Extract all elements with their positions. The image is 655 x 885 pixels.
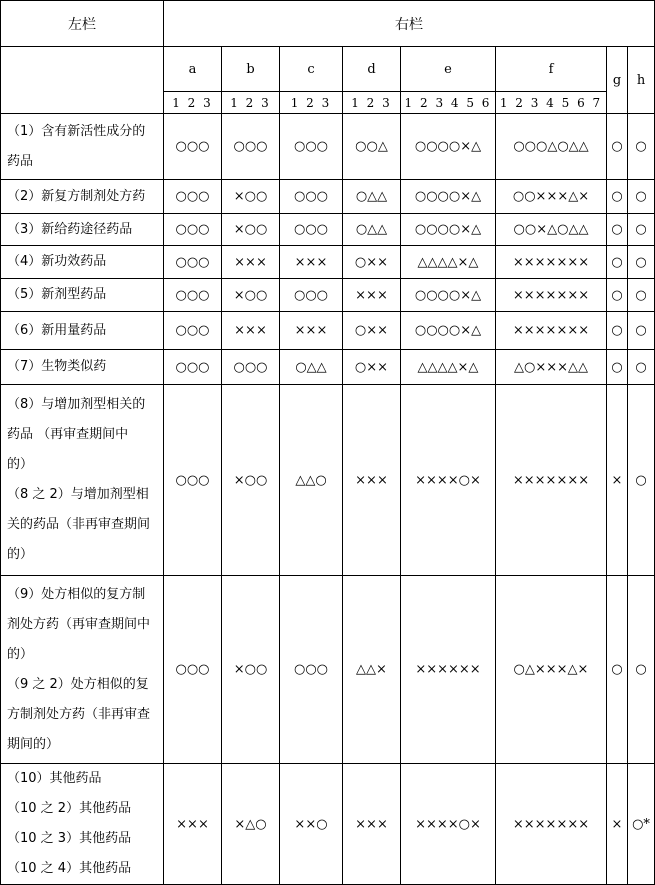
cell-c: ××× [280, 246, 343, 279]
cell-e: ××××○× [401, 764, 496, 885]
cell-h: ○ [628, 312, 655, 350]
cell-g: × [607, 385, 628, 576]
cell-h: ○ [628, 214, 655, 246]
cell-e: ○○○○×△ [401, 114, 496, 180]
row-label-line: （10）其他药品 [7, 771, 102, 786]
cell-c: ○○○ [280, 279, 343, 312]
column-head-e: e [401, 47, 496, 92]
row-label-line: （10 之 2）其他药品 [7, 801, 132, 816]
cell-g: ○ [607, 279, 628, 312]
cell-d: ○×× [343, 246, 401, 279]
cell-a: ○○○ [164, 114, 222, 180]
row-label [1, 764, 164, 885]
column-sub-b: 1 2 3 [222, 92, 280, 114]
cell-b: ×○○ [222, 385, 280, 576]
row-label [1, 312, 164, 350]
cell-c: ○○○ [280, 180, 343, 214]
row-label [1, 214, 164, 246]
cell-g: ○ [607, 214, 628, 246]
cell-f: ○○×××△× [496, 180, 607, 214]
column-head-a: a [164, 47, 222, 92]
row-label [1, 180, 164, 214]
cell-a: ○○○ [164, 279, 222, 312]
cell-a: ○○○ [164, 312, 222, 350]
column-head-b: b [222, 47, 280, 92]
cell-f: ○△×××△× [496, 576, 607, 764]
table-row [1, 764, 655, 885]
right-column-title: 右栏 [164, 1, 655, 47]
row-label-line: （10 之 3）其他药品 [7, 831, 132, 846]
row-label-line: （8）与增加剂型相关的 [7, 397, 146, 412]
cell-g: ○ [607, 246, 628, 279]
cell-a: ○○○ [164, 350, 222, 385]
column-sub-e: 1 2 3 4 5 6 [401, 92, 496, 114]
table-row [1, 214, 655, 246]
left-column-title: 左栏 [1, 1, 164, 47]
row-label-line: 的） [7, 457, 34, 472]
table-row [1, 385, 655, 576]
cell-d: ××× [343, 764, 401, 885]
cell-d: ○×× [343, 350, 401, 385]
row-label-line: （4）新功效药品 [7, 254, 107, 269]
cell-c: ××× [280, 312, 343, 350]
cell-g: × [607, 764, 628, 885]
row-label-line: （9 之 2）处方相似的复 [7, 676, 149, 692]
cell-g: ○ [607, 114, 628, 180]
cell-c: ××○ [280, 764, 343, 885]
table-row [1, 576, 655, 764]
cell-a: ○○○ [164, 180, 222, 214]
cell-h: ○ [628, 350, 655, 385]
row-label-line: （1）含有新活性成分的 [7, 123, 146, 139]
row-label-line: （6）新用量药品 [7, 322, 107, 338]
cell-b: ×△○ [222, 764, 280, 885]
cell-h: ○* [628, 764, 655, 885]
cell-e: ○○○○×△ [401, 180, 496, 214]
cell-h: ○ [628, 385, 655, 576]
cell-g: ○ [607, 180, 628, 214]
row-label-line: 药品 （再审查期间中 [7, 427, 129, 442]
column-sub-c: 1 2 3 [280, 92, 343, 114]
cell-c: ○○○ [280, 214, 343, 246]
cell-f: ××××××× [496, 246, 607, 279]
row-label-line: 药品 [7, 153, 34, 169]
cell-h: ○ [628, 279, 655, 312]
cell-e: △△△△×△ [401, 350, 496, 385]
cell-b: ○○○ [222, 350, 280, 385]
cell-h: ○ [628, 114, 655, 180]
cell-b: ×○○ [222, 214, 280, 246]
title-row [1, 1, 655, 47]
row-label [1, 576, 164, 764]
cell-e: ○○○○×△ [401, 312, 496, 350]
row-label-line: 剂处方药（再审查期间中 [7, 616, 151, 632]
cell-b: ××× [222, 312, 280, 350]
cell-d: △△× [343, 576, 401, 764]
cell-c: △△○ [280, 385, 343, 576]
row-label-line: （10 之 4）其他药品 [7, 861, 132, 876]
cell-h: ○ [628, 180, 655, 214]
header-blank-cell [1, 47, 164, 114]
cell-f: ××××××× [496, 279, 607, 312]
cell-d: ○×× [343, 312, 401, 350]
cell-h: ○ [628, 576, 655, 764]
cell-f: ○○×△○△△ [496, 214, 607, 246]
row-label-line: （3）新给药途径药品 [7, 221, 133, 237]
cell-f: ××××××× [496, 385, 607, 576]
table-row [1, 312, 655, 350]
cell-f: ××××××× [496, 764, 607, 885]
column-head-c: c [280, 47, 343, 92]
row-label-line: （8 之 2）与增加剂型相 [7, 487, 149, 502]
row-label-line: 期间的） [7, 736, 60, 752]
cell-f: ××××××× [496, 312, 607, 350]
cell-g: ○ [607, 350, 628, 385]
cell-a: ○○○ [164, 385, 222, 576]
cell-e: ×××××× [401, 576, 496, 764]
row-label-line: （2）新复方制剂处方药 [7, 188, 146, 204]
row-label [1, 350, 164, 385]
cell-b: ○○○ [222, 114, 280, 180]
cell-d: ××× [343, 385, 401, 576]
table-row [1, 279, 655, 312]
row-label-line: 方制剂处方药（非再审查 [7, 706, 151, 722]
cell-g: ○ [607, 576, 628, 764]
column-sub-a: 1 2 3 [164, 92, 222, 114]
cell-a: ××× [164, 764, 222, 885]
cell-g: ○ [607, 312, 628, 350]
column-sub-d: 1 2 3 [343, 92, 401, 114]
row-label-line: （9）处方相似的复方制 [7, 586, 146, 602]
row-label [1, 279, 164, 312]
row-label-line: 的） [7, 646, 34, 662]
cell-h: ○ [628, 246, 655, 279]
table-row [1, 114, 655, 180]
table-row [1, 246, 655, 279]
column-sub-f: 1 2 3 4 5 6 7 [496, 92, 607, 114]
cell-c: ○△△ [280, 350, 343, 385]
cell-a: ○○○ [164, 214, 222, 246]
cell-e: ○○○○×△ [401, 279, 496, 312]
cell-d: ○△△ [343, 180, 401, 214]
cell-d: ○○△ [343, 114, 401, 180]
cell-c: ○○○ [280, 576, 343, 764]
column-head-h: h [628, 47, 655, 114]
cell-b: ×○○ [222, 279, 280, 312]
row-label [1, 114, 164, 180]
column-head-d: d [343, 47, 401, 92]
row-label-line: 关的药品（非再审查期间 [7, 517, 151, 532]
cell-b: ×○○ [222, 576, 280, 764]
row-label [1, 385, 164, 576]
cell-f: △○×××△△ [496, 350, 607, 385]
cell-a: ○○○ [164, 576, 222, 764]
column-letter-row [1, 47, 655, 92]
table-row [1, 350, 655, 385]
row-label-line: 的） [7, 547, 34, 562]
cell-a: ○○○ [164, 246, 222, 279]
column-head-f: f [496, 47, 607, 92]
column-head-g: g [607, 47, 628, 114]
cell-e: ○○○○×△ [401, 214, 496, 246]
cell-b: ×○○ [222, 180, 280, 214]
cell-b: ××× [222, 246, 280, 279]
cell-d: ××× [343, 279, 401, 312]
cell-c: ○○○ [280, 114, 343, 180]
cell-d: ○△△ [343, 214, 401, 246]
cell-e: ××××○× [401, 385, 496, 576]
cell-e: △△△△×△ [401, 246, 496, 279]
table-row [1, 180, 655, 214]
row-label-line: （5）新剂型药品 [7, 287, 107, 302]
row-label-line: （7）生物类似药 [7, 359, 107, 374]
cell-f: ○○○△○△△ [496, 114, 607, 180]
row-label [1, 246, 164, 279]
